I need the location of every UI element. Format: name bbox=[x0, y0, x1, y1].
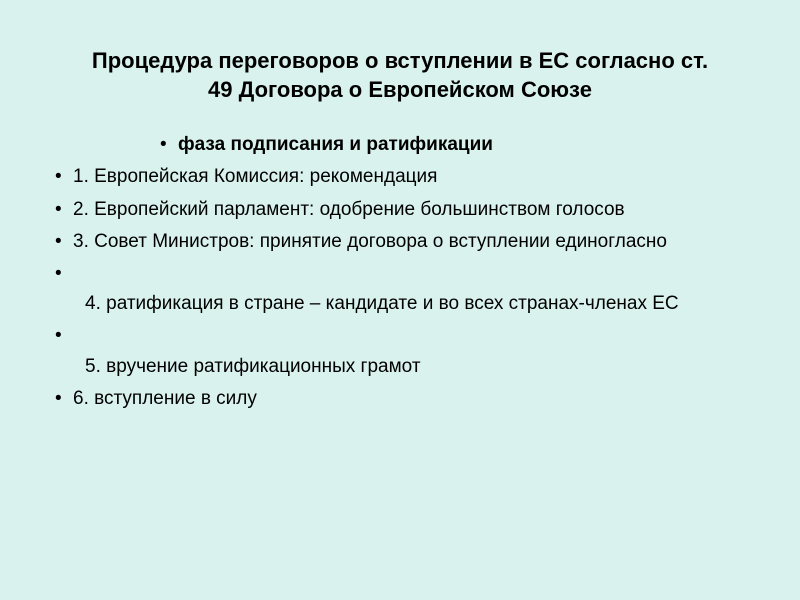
list-item-label: 1. Европейская Комиссия: рекомендация bbox=[73, 166, 438, 188]
list-item-label: 3. Совет Министров: принятие договора о вступлении единогласно bbox=[73, 230, 667, 252]
slide-body bbox=[55, 132, 745, 412]
bullet-icon: • bbox=[55, 387, 62, 409]
list-item-label: фаза подписания и ратификации bbox=[178, 134, 493, 156]
list-item bbox=[55, 229, 745, 255]
list-item bbox=[55, 261, 745, 287]
list-item-label bbox=[73, 323, 745, 349]
list-item bbox=[55, 386, 745, 412]
list-item-continuation: 4. ратификация в стране – кандидате и во всех странах-членах ЕС bbox=[85, 293, 679, 315]
list-item bbox=[55, 164, 745, 190]
list-item bbox=[55, 197, 745, 223]
list-item-label: 2. Европейский парламент: одобрение большинством голосов bbox=[73, 198, 625, 220]
bullet-icon: • bbox=[55, 262, 62, 284]
bullet-icon: • bbox=[55, 230, 62, 252]
list-item bbox=[55, 132, 745, 158]
list-item-label bbox=[73, 261, 745, 287]
bullet-icon: • bbox=[55, 166, 62, 188]
bullet-icon: • bbox=[160, 134, 167, 156]
bullet-icon: • bbox=[55, 325, 62, 347]
list-item-label: 6. вступление в силу bbox=[73, 387, 257, 409]
bullet-icon: • bbox=[55, 198, 62, 220]
list-item-continuation: 5. вручение ратификационных грамот bbox=[85, 355, 421, 377]
page-title: Процедура переговоров о вступлении в ЕС согласно ст. 49 Договора о Европейском Союзе bbox=[91, 48, 709, 103]
list-item bbox=[55, 323, 745, 349]
